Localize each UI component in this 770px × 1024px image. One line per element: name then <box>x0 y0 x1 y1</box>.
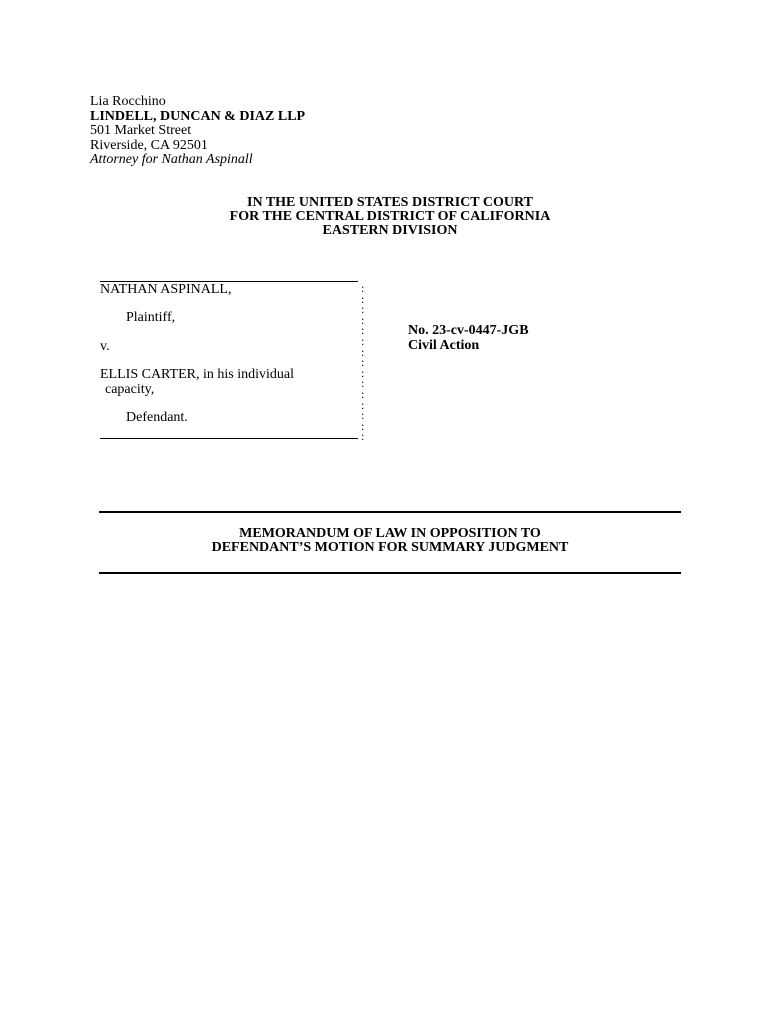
caption-colon: : <box>361 355 365 370</box>
defendant-name-line-1: ELLIS CARTER, in his individual <box>100 367 294 382</box>
document-title <box>99 527 681 554</box>
caption-colon: : <box>361 418 365 433</box>
caption-bottom-rule <box>100 438 358 439</box>
title-top-rule <box>99 511 681 513</box>
court-line-2: FOR THE CENTRAL DISTRICT OF CALIFORNIA <box>229 209 551 224</box>
caption-separator <box>361 283 369 442</box>
caption-colon: : <box>361 429 365 444</box>
defendant-name-line-2: capacity, <box>105 382 155 397</box>
document-title-line-2: DEFENDANT’S MOTION FOR SUMMARY JUDGMENT <box>211 539 569 555</box>
versus-label: v. <box>100 339 110 354</box>
caption-colon: : <box>361 344 365 359</box>
caption-colon: : <box>361 365 365 380</box>
attorney-name: Lia Rocchino <box>90 94 166 109</box>
case-number: No. 23-cv-0447-JGB <box>408 323 529 338</box>
defendant-role: Defendant. <box>126 410 188 425</box>
caption-colon: : <box>361 291 365 306</box>
caption-colon: : <box>361 281 365 295</box>
court-line-1: IN THE UNITED STATES DISTRICT COURT <box>247 195 533 210</box>
plaintiff-name: NATHAN ASPINALL, <box>100 282 232 297</box>
court-line-3: EASTERN DIVISION <box>322 223 458 238</box>
caption-colon: : <box>361 376 365 391</box>
caption-colon: : <box>361 333 365 348</box>
plaintiff-role: Plaintiff, <box>126 310 176 325</box>
document-title-line-1: MEMORANDUM OF LAW IN OPPOSITION TO <box>239 526 541 541</box>
attorney-role: Attorney for Nathan Aspinall <box>90 152 253 167</box>
caption-colon: : <box>361 397 365 412</box>
caption-colon: : <box>361 386 365 401</box>
caption-colon: : <box>361 302 365 317</box>
title-bottom-rule <box>99 572 681 574</box>
court-heading <box>90 196 690 238</box>
attorney-block <box>90 95 305 168</box>
firm-city: Riverside, CA 92501 <box>90 137 208 153</box>
firm-street: 501 Market Street <box>90 123 192 138</box>
case-info <box>408 324 529 353</box>
caption-colon: : <box>361 323 365 338</box>
case-type: Civil Action <box>408 337 480 353</box>
caption-colon: : <box>361 312 365 327</box>
law-firm-name: LINDELL, DUNCAN & DIAZ LLP <box>90 108 306 124</box>
caption-colon: : <box>361 408 365 423</box>
